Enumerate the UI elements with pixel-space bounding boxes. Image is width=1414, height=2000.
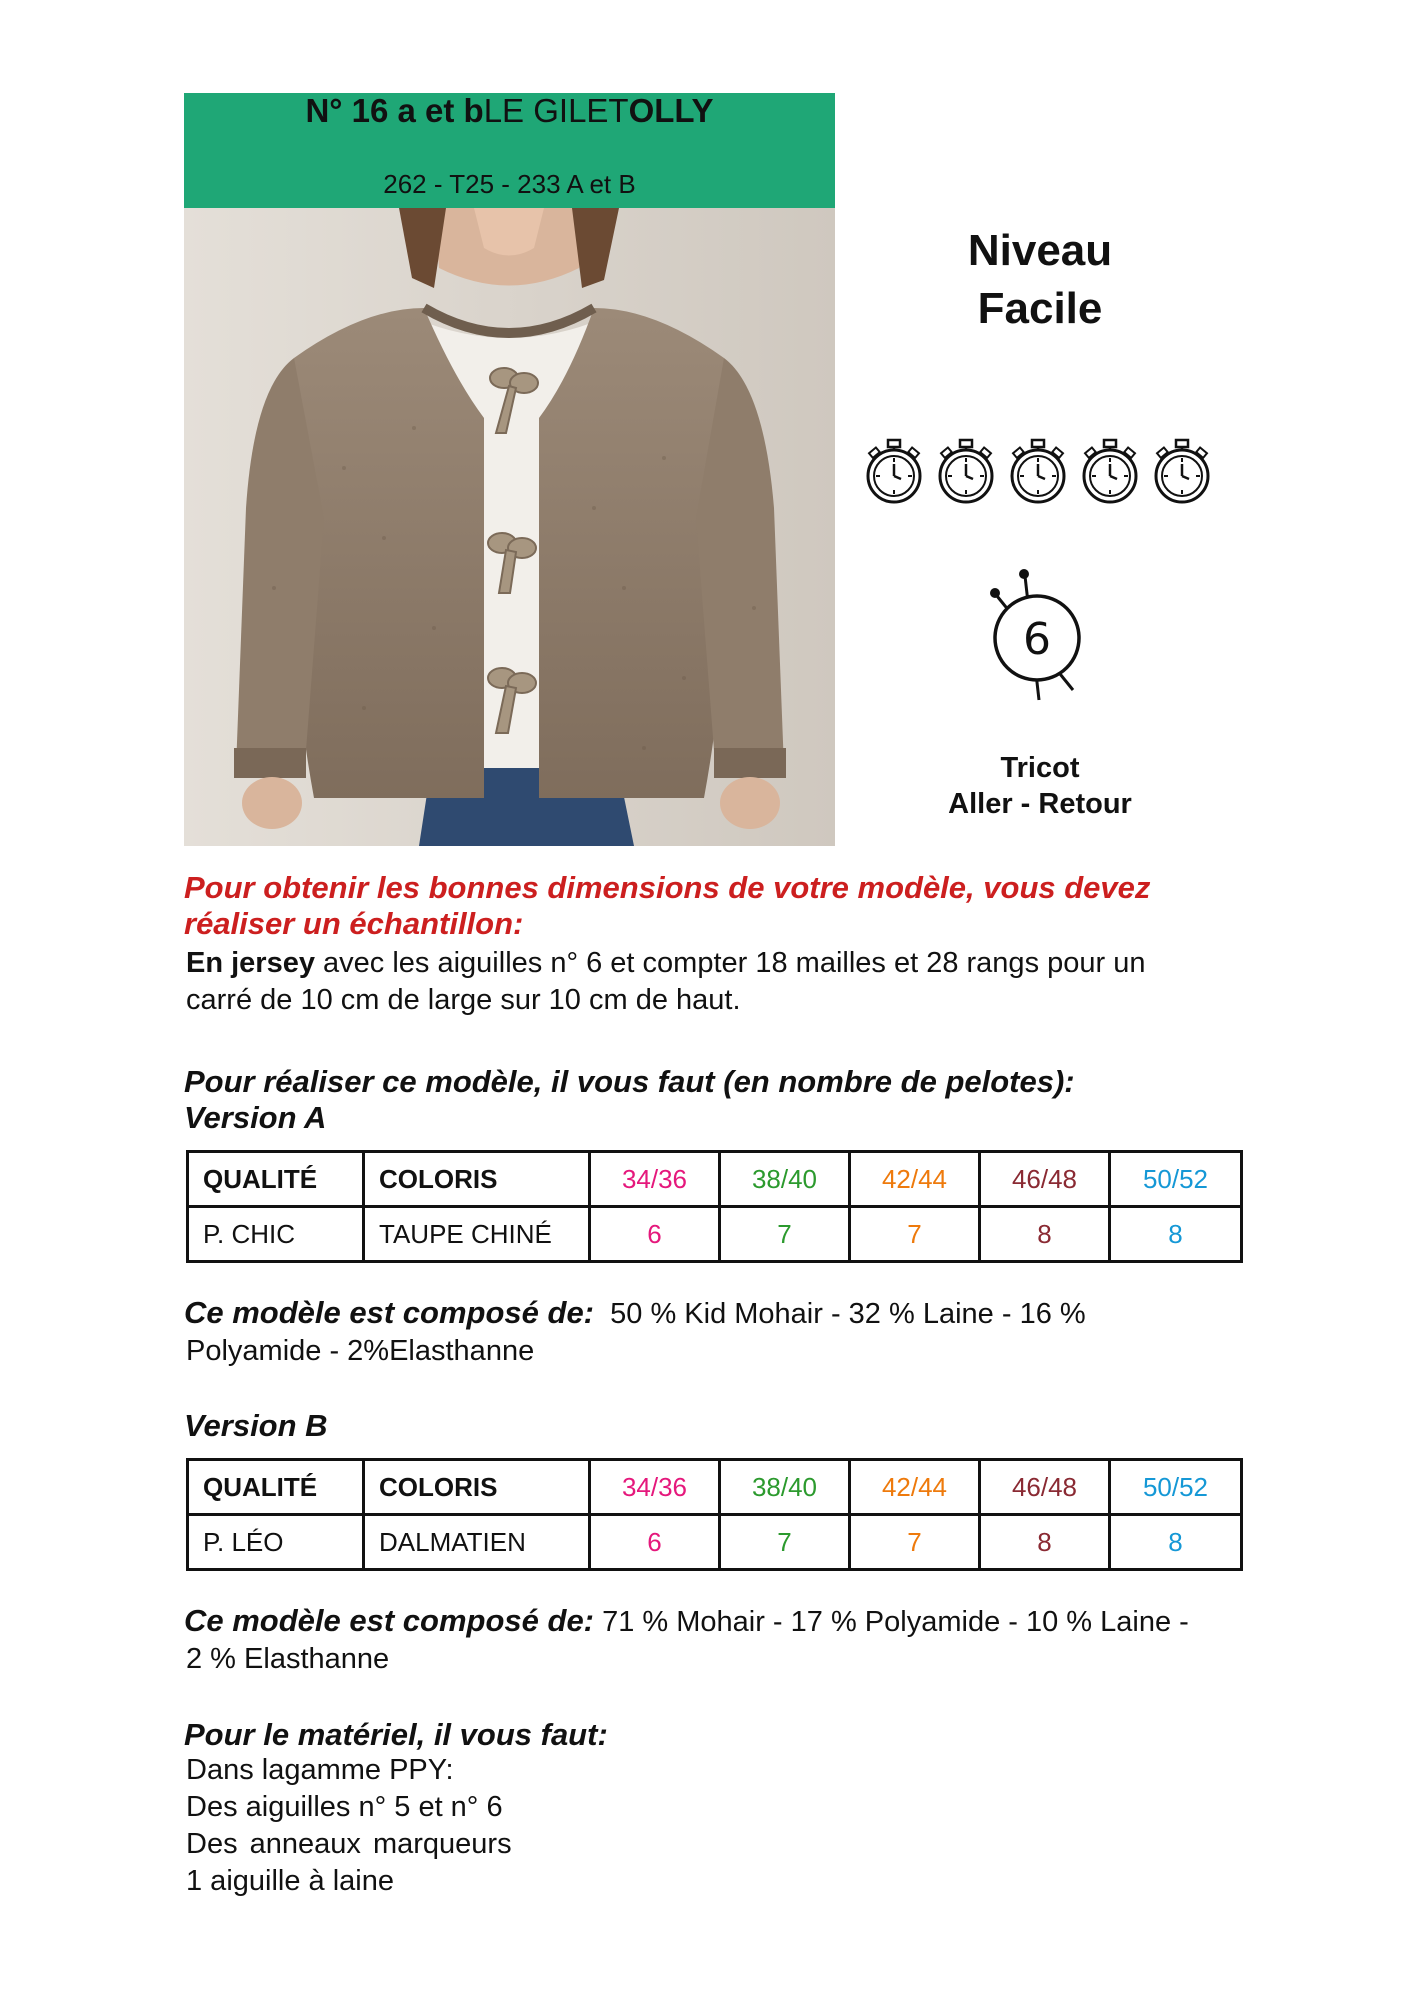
stopwatch-icons — [858, 436, 1218, 506]
gauge-text — [186, 945, 1266, 1019]
header-size-2: 38/40 — [720, 1460, 850, 1515]
header-size-1: 34/36 — [590, 1152, 720, 1207]
qty-size-2: 7 — [720, 1515, 850, 1570]
title-number: N° 16 a et b — [305, 92, 484, 129]
header-quality: QUALITÉ — [188, 1152, 364, 1207]
table-row — [188, 1207, 1242, 1262]
row-color: TAUPE CHINÉ — [364, 1207, 590, 1262]
qty-size-5: 8 — [1110, 1207, 1242, 1262]
table-row — [188, 1515, 1242, 1570]
difficulty-level — [880, 222, 1200, 338]
material-item: Dans lagamme PPY: — [186, 1754, 454, 1786]
gauge-line2: carré de 10 cm de large sur 10 cm de haut. — [186, 984, 741, 1016]
stopwatch-icon — [1084, 440, 1136, 502]
stopwatch-icon — [868, 440, 920, 502]
pattern-reference: 262 - T25 - 233 A et B — [383, 169, 636, 199]
qty-size-1: 6 — [590, 1515, 720, 1570]
table-header-row — [188, 1152, 1242, 1207]
composition-b-line2: 2 % Elasthanne — [186, 1643, 390, 1675]
header-size-3: 42/44 — [850, 1460, 980, 1515]
header-color: COLORIS — [364, 1460, 590, 1515]
header-size-2: 38/40 — [720, 1152, 850, 1207]
gauge-note-line1: Pour obtenir les bonnes dimensions de votre modèle, vous devez — [184, 870, 1151, 905]
technique-method: Aller - Retour — [948, 788, 1132, 820]
material-list — [186, 1752, 1086, 1900]
composition-a-line2: Polyamide - 2%Elasthanne — [186, 1335, 535, 1367]
technique-type: Tricot — [1000, 752, 1080, 784]
needle-size-badge — [975, 568, 1095, 703]
qty-size-4: 8 — [980, 1515, 1110, 1570]
gauge-note — [184, 870, 1264, 942]
header-size-5: 50/52 — [1110, 1152, 1242, 1207]
technique — [880, 750, 1200, 822]
cardigan-photo-illustration — [184, 208, 835, 846]
title-model-name: OLLY — [628, 92, 714, 129]
yarn-table-version-b — [186, 1458, 1243, 1571]
stopwatch-icon — [1156, 440, 1208, 502]
qty-size-3: 7 — [850, 1207, 980, 1262]
header-size-1: 34/36 — [590, 1460, 720, 1515]
composition-a-label: Ce modèle est composé de: — [184, 1295, 595, 1330]
composition-b-label: Ce modèle est composé de: — [184, 1603, 595, 1638]
table-header-row — [188, 1460, 1242, 1515]
title-garment: LE GILET — [483, 92, 629, 129]
gauge-note-line2: réaliser un échantillon: — [184, 906, 524, 941]
material-item: 1 aiguille à laine — [186, 1865, 394, 1897]
header-size-5: 50/52 — [1110, 1460, 1242, 1515]
knitting-needle-icon — [975, 568, 1095, 703]
composition-version-b — [184, 1602, 1284, 1678]
level-label: Niveau — [967, 226, 1113, 275]
qty-size-2: 7 — [720, 1207, 850, 1262]
gauge-line1: avec les aiguilles n° 6 et compter 18 mailles et 28 rangs pour un — [314, 947, 1146, 979]
yarn-table-version-a — [186, 1150, 1243, 1263]
qty-size-4: 8 — [980, 1207, 1110, 1262]
header-color: COLORIS — [364, 1152, 590, 1207]
cardigan-photo — [184, 208, 835, 846]
needle-size-value: 6 — [1023, 614, 1051, 665]
stopwatch-icon — [1012, 440, 1064, 502]
version-a-title: Version A — [184, 1100, 327, 1135]
stopwatch-icon — [940, 440, 992, 502]
composition-a-line1: 50 % Kid Mohair - 32 % Laine - 16 % — [610, 1298, 1086, 1330]
gauge-stitch: En jersey — [186, 947, 315, 979]
row-quality: P. CHIC — [188, 1207, 364, 1262]
composition-b-line1: 71 % Mohair - 17 % Polyamide - 10 % Laine - — [602, 1606, 1189, 1638]
header-quality: QUALITÉ — [188, 1460, 364, 1515]
header-size-3: 42/44 — [850, 1152, 980, 1207]
qty-size-1: 6 — [590, 1207, 720, 1262]
level-value: Facile — [977, 284, 1103, 333]
requirements-title: Pour réaliser ce modèle, il vous faut (en nombre de pelotes): — [184, 1064, 1075, 1099]
version-b-title: Version B — [184, 1408, 328, 1443]
header-size-4: 46/48 — [980, 1460, 1110, 1515]
time-rating — [858, 436, 1218, 506]
qty-size-3: 7 — [850, 1515, 980, 1570]
header-size-4: 46/48 — [980, 1152, 1110, 1207]
row-quality: P. LÉO — [188, 1515, 364, 1570]
material-title: Pour le matériel, il vous faut: — [184, 1717, 608, 1752]
pattern-title — [184, 91, 835, 131]
row-color: DALMATIEN — [364, 1515, 590, 1570]
qty-size-5: 8 — [1110, 1515, 1242, 1570]
composition-version-a — [184, 1294, 1284, 1370]
material-item: Des anneaux marqueurs — [186, 1828, 512, 1860]
material-item: Des aiguilles n° 5 et n° 6 — [186, 1791, 503, 1823]
